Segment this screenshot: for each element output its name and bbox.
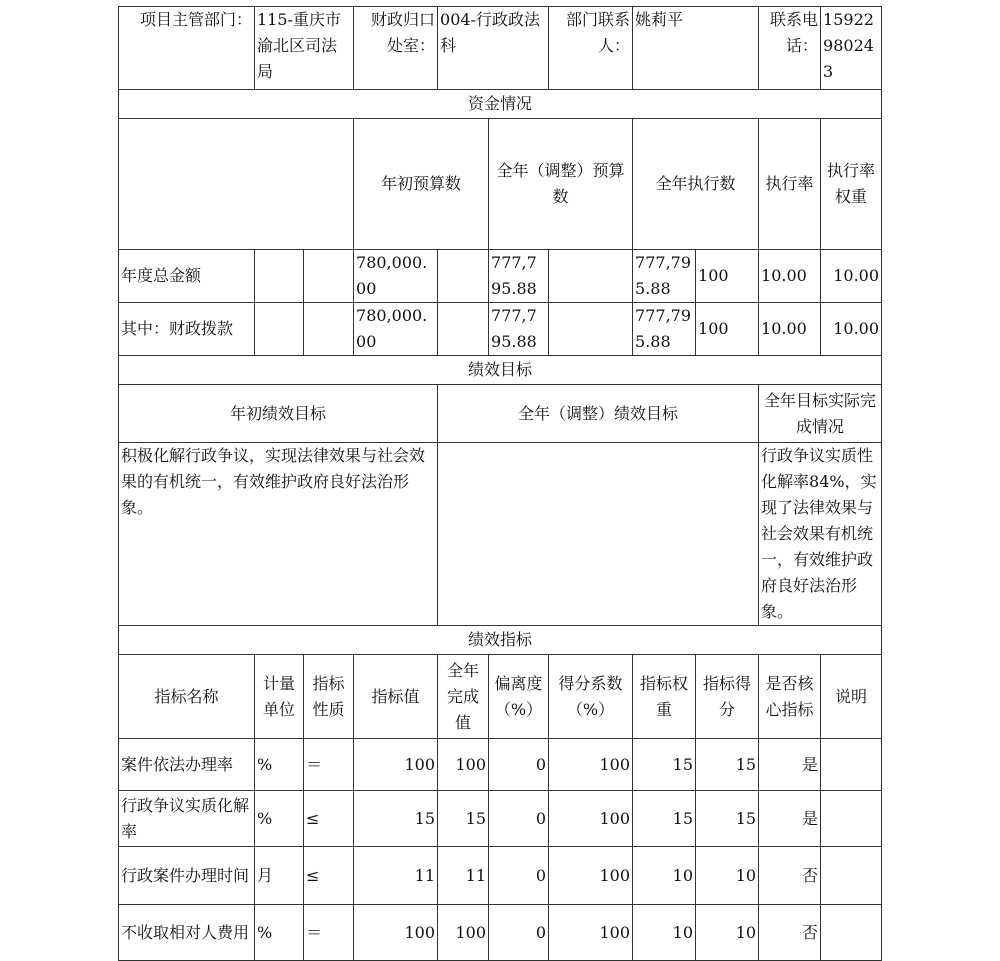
indicators-section-row bbox=[119, 626, 882, 655]
funds-score: 10.00 bbox=[821, 250, 882, 303]
funds-row-label: 年度总金额 bbox=[119, 250, 255, 303]
funds-initial: 780,000.00 bbox=[354, 250, 438, 303]
goals-section-row bbox=[119, 356, 882, 385]
ind-done: 100 bbox=[438, 905, 489, 961]
indicator-row bbox=[119, 905, 882, 961]
empty-cell bbox=[304, 303, 354, 356]
ind-value: 100 bbox=[354, 905, 438, 961]
funds-weight: 10.00 bbox=[759, 303, 821, 356]
ind-col-name: 指标名称 bbox=[119, 655, 255, 739]
ind-score: 10 bbox=[696, 905, 759, 961]
ind-col-note: 说明 bbox=[821, 655, 882, 739]
ind-coef: 100 bbox=[549, 791, 633, 847]
ind-col-weight: 指标权重 bbox=[633, 655, 696, 739]
funds-row bbox=[119, 303, 882, 356]
ind-unit: 月 bbox=[255, 847, 304, 905]
ind-weight: 10 bbox=[633, 847, 696, 905]
funds-col-adjusted: 全年（调整）预算数 bbox=[489, 119, 633, 250]
ind-score: 10 bbox=[696, 847, 759, 905]
empty-cell bbox=[549, 303, 633, 356]
ind-value: 11 bbox=[354, 847, 438, 905]
dept-value: 115-重庆市渝北区司法局 bbox=[255, 7, 354, 90]
funds-col-rate: 执行率 bbox=[759, 119, 821, 250]
funds-row bbox=[119, 250, 882, 303]
ind-note bbox=[821, 739, 882, 791]
ind-core: 否 bbox=[759, 905, 821, 961]
ind-nature: ＝ bbox=[304, 739, 354, 791]
ind-score: 15 bbox=[696, 739, 759, 791]
dept-label: 项目主管部门： bbox=[119, 7, 255, 90]
empty-cell bbox=[438, 303, 489, 356]
funds-section-row bbox=[119, 90, 882, 119]
ind-weight: 15 bbox=[633, 739, 696, 791]
ind-nature: ≤ bbox=[304, 791, 354, 847]
funds-header-blank bbox=[119, 119, 354, 250]
ind-unit: % bbox=[255, 905, 304, 961]
ind-deviation: 0 bbox=[489, 905, 549, 961]
ind-weight: 10 bbox=[633, 905, 696, 961]
phone-label: 联系电话： bbox=[759, 7, 821, 90]
ind-weight: 15 bbox=[633, 791, 696, 847]
funds-header-row bbox=[119, 119, 882, 250]
funds-rate: 100 bbox=[696, 303, 759, 356]
ind-col-unit: 计量单位 bbox=[255, 655, 304, 739]
finance-label: 财政归口处室： bbox=[354, 7, 438, 90]
ind-col-done: 全年完成值 bbox=[438, 655, 489, 739]
empty-cell bbox=[255, 250, 304, 303]
funds-section-title: 资金情况 bbox=[119, 90, 882, 119]
ind-name: 行政争议实质化解率 bbox=[119, 791, 255, 847]
header-info-row bbox=[119, 7, 882, 90]
indicator-row bbox=[119, 847, 882, 905]
funds-executed: 777,795.88 bbox=[633, 303, 696, 356]
funds-col-weight: 执行率权重 bbox=[821, 119, 882, 250]
goals-col-actual: 全年目标实际完成情况 bbox=[759, 385, 882, 443]
funds-executed: 777,795.88 bbox=[633, 250, 696, 303]
goals-content-row bbox=[119, 443, 882, 626]
ind-note bbox=[821, 847, 882, 905]
goals-actual-text: 行政争议实质性化解率84%，实现了法律效果与社会效果有机统一，有效维护政府良好法治形象。 bbox=[759, 443, 882, 626]
funds-col-executed: 全年执行数 bbox=[633, 119, 759, 250]
ind-nature: ＝ bbox=[304, 905, 354, 961]
funds-score: 10.00 bbox=[821, 303, 882, 356]
ind-col-nature: 指标性质 bbox=[304, 655, 354, 739]
ind-col-value: 指标值 bbox=[354, 655, 438, 739]
funds-weight: 10.00 bbox=[759, 250, 821, 303]
goals-col-initial: 年初绩效目标 bbox=[119, 385, 438, 443]
ind-unit: % bbox=[255, 791, 304, 847]
goals-initial-text: 积极化解行政争议，实现法律效果与社会效果的有机统一，有效维护政府良好法治形象。 bbox=[119, 443, 438, 626]
ind-value: 15 bbox=[354, 791, 438, 847]
empty-cell bbox=[255, 303, 304, 356]
funds-col-initial: 年初预算数 bbox=[354, 119, 489, 250]
ind-col-score: 指标得分 bbox=[696, 655, 759, 739]
ind-name: 案件依法办理率 bbox=[119, 739, 255, 791]
ind-core: 是 bbox=[759, 739, 821, 791]
contact-value: 姚莉平 bbox=[633, 7, 759, 90]
ind-deviation: 0 bbox=[489, 791, 549, 847]
ind-coef: 100 bbox=[549, 905, 633, 961]
ind-note bbox=[821, 791, 882, 847]
ind-deviation: 0 bbox=[489, 847, 549, 905]
goals-header-row bbox=[119, 385, 882, 443]
ind-done: 100 bbox=[438, 739, 489, 791]
ind-col-coef: 得分系数（%） bbox=[549, 655, 633, 739]
ind-name: 不收取相对人费用 bbox=[119, 905, 255, 961]
ind-value: 100 bbox=[354, 739, 438, 791]
indicators-header-row bbox=[119, 655, 882, 739]
ind-score: 15 bbox=[696, 791, 759, 847]
empty-cell bbox=[438, 250, 489, 303]
funds-adjusted: 777,795.88 bbox=[489, 250, 549, 303]
ind-done: 15 bbox=[438, 791, 489, 847]
ind-core: 是 bbox=[759, 791, 821, 847]
funds-initial: 780,000.00 bbox=[354, 303, 438, 356]
ind-note bbox=[821, 905, 882, 961]
ind-nature: ≤ bbox=[304, 847, 354, 905]
goals-adjusted-text bbox=[438, 443, 759, 626]
indicator-row bbox=[119, 791, 882, 847]
ind-unit: % bbox=[255, 739, 304, 791]
ind-name: 行政案件办理时间 bbox=[119, 847, 255, 905]
goals-col-adjusted: 全年（调整）绩效目标 bbox=[438, 385, 759, 443]
indicator-row bbox=[119, 739, 882, 791]
finance-value: 004-行政政法科 bbox=[438, 7, 549, 90]
performance-table bbox=[118, 6, 882, 961]
phone-value: 15922980243 bbox=[821, 7, 882, 90]
ind-col-core: 是否核心指标 bbox=[759, 655, 821, 739]
funds-row-label: 其中：财政拨款 bbox=[119, 303, 255, 356]
ind-core: 否 bbox=[759, 847, 821, 905]
contact-label: 部门联系人： bbox=[549, 7, 633, 90]
indicators-section-title: 绩效指标 bbox=[119, 626, 882, 655]
ind-col-deviation: 偏离度（%） bbox=[489, 655, 549, 739]
ind-coef: 100 bbox=[549, 847, 633, 905]
empty-cell bbox=[304, 250, 354, 303]
ind-deviation: 0 bbox=[489, 739, 549, 791]
funds-adjusted: 777,795.88 bbox=[489, 303, 549, 356]
ind-coef: 100 bbox=[549, 739, 633, 791]
ind-done: 11 bbox=[438, 847, 489, 905]
goals-section-title: 绩效目标 bbox=[119, 356, 882, 385]
funds-rate: 100 bbox=[696, 250, 759, 303]
empty-cell bbox=[549, 250, 633, 303]
